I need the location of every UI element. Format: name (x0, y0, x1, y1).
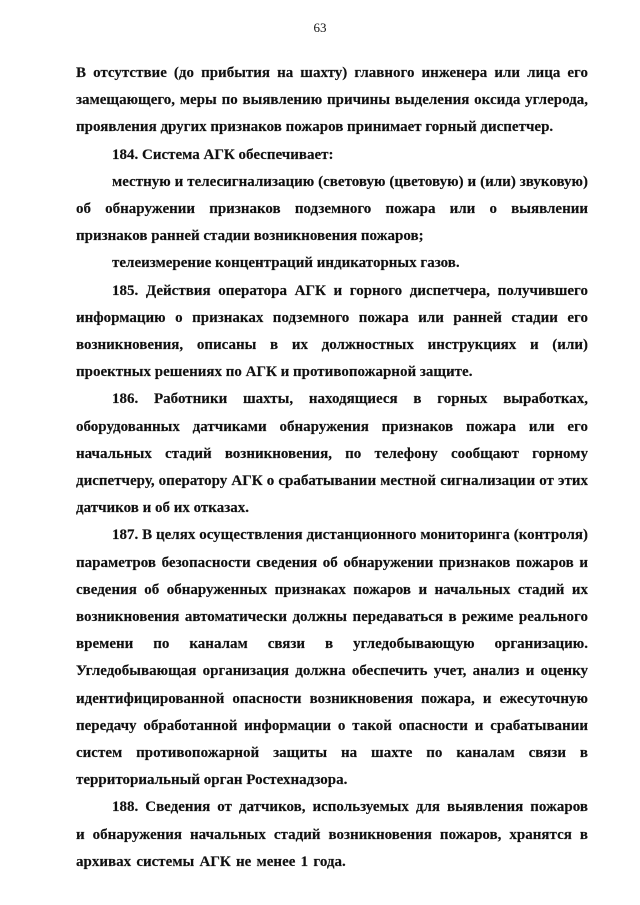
paragraph-187: 187. В целях осуществления дистанционного мониторинга (контроля) параметров безопасности сведения об обнаружении признаков пожаров и сведения об обнаруженных признаках пожаров и начальных стадий их возникновения автоматически должны передаваться в режиме реального времени по каналам связи в угледобывающую организацию. Угледобывающая организация должна обеспечить учет, анализ и оценку идентифицированной опасности возникновения пожара, и ежесуточную передачу обработанной информации о такой опасности и срабатывании систем противопожарной защиты на шахте по каналам связи в территориальный орган Ростехнадзора. (76, 527, 588, 789)
paragraph-186: 186. Работники шахты, находящиеся в горных выработках, оборудованных датчиками обнаружения признаков пожара или его начальных стадий возникновения, по телефону сообщают горному диспетчеру, оператору АГК о срабатывании местной сигнализации от этих датчиков и об их отказах. (76, 391, 588, 517)
paragraph-185: 185. Действия оператора АГК и горного диспетчера, получившего информацию о признаках подземного пожара или ранней стадии его возникновения, описаны в их должностных инструкциях и (или) проектных решениях по АГК и противопожарной защите. (76, 282, 588, 381)
paragraph-188: 188. Сведения от датчиков, используемых для выявления пожаров и обнаружения начальных стадий возникновения пожаров, хранятся в архивах системы АГК не менее 1 года. (76, 799, 588, 870)
paragraph-184: 184. Система АГК обеспечивает: (112, 146, 334, 163)
paragraph-184-item-signalling: местную и телесигнализацию (световую (цветовую) и (или) звуковую) об обнаружении признаков подземного пожара или о выявлении признаков ранней стадии возникновения пожаров; (76, 173, 588, 245)
paragraph-183-continuation: В отсутствие (до прибытия на шахту) главного инженера или лица его замещающего, меры по выявлению причины выделения оксида углерода, проявления других признаков пожаров принимает горный диспетчер. (76, 65, 588, 136)
document-body (76, 60, 588, 876)
paragraph-184-item-telemetry: телеизмерение концентраций индикаторных газов. (112, 255, 460, 272)
page-number: 63 (313, 20, 327, 35)
